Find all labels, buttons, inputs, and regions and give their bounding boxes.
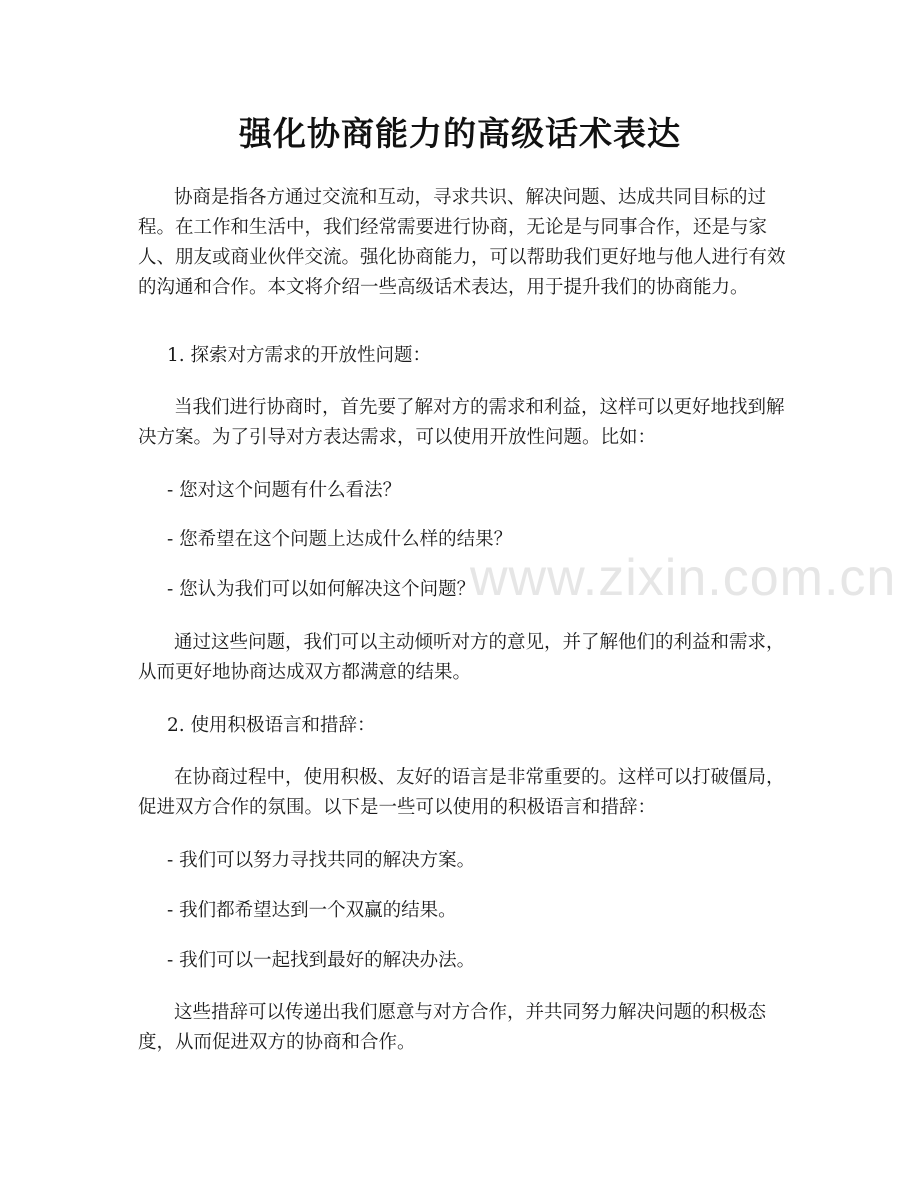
section1-paragraph: 当我们进行协商时，首先要了解对方的需求和利益，这样可以更好地找到解决方案。为了引导对方表达需求，可以使用开放性问题。比如： [138, 397, 785, 448]
section2-summary: 这些措辞可以传递出我们愿意与对方合作，并共同努力解决问题的积极态度，从而促进双方的协商和合作。 [138, 1002, 767, 1053]
section1-summary: 通过这些问题，我们可以主动倾听对方的意见，并了解他们的利益和需求，从而更好地协商达成双方都满意的结果。 [138, 632, 785, 683]
section1-item-1: - 您对这个问题有什么看法？ [167, 480, 402, 501]
section2-item-2: - 我们都希望达到一个双赢的结果。 [167, 900, 457, 921]
document-title: 强化协商能力的高级话术表达 [239, 114, 681, 153]
section2-item-3: - 我们可以一起找到最好的解决办法。 [167, 950, 476, 971]
watermark: www.zixin.com.cn [470, 549, 897, 607]
section2-heading: 2. 使用积极语言和措辞： [167, 715, 376, 736]
section1-item-3: - 您认为我们可以如何解决这个问题？ [167, 579, 476, 600]
section2-paragraph: 在协商过程中，使用积极、友好的语言是非常重要的。这样可以打破僵局，促进双方合作的氛围。以下是一些可以使用的积极语言和措辞： [138, 767, 785, 818]
section2-item-1: - 我们可以努力寻找共同的解决方案。 [167, 850, 476, 871]
intro-paragraph: 协商是指各方通过交流和互动，寻求共识、解决问题、达成共同目标的过程。在工作和生活中，我们经常需要进行协商，无论是与同事合作，还是与家人、朋友或商业伙伴交流。强化协商能力，可以帮助我们更好地与他人进行有效的沟通和合作。本文将介绍一些高级话术表达，用于提升我们的协商能力。 [138, 187, 786, 298]
section1-heading: 1. 探索对方需求的开放性问题： [167, 345, 432, 366]
section1-item-2: - 您希望在这个问题上达成什么样的结果？ [167, 529, 513, 550]
